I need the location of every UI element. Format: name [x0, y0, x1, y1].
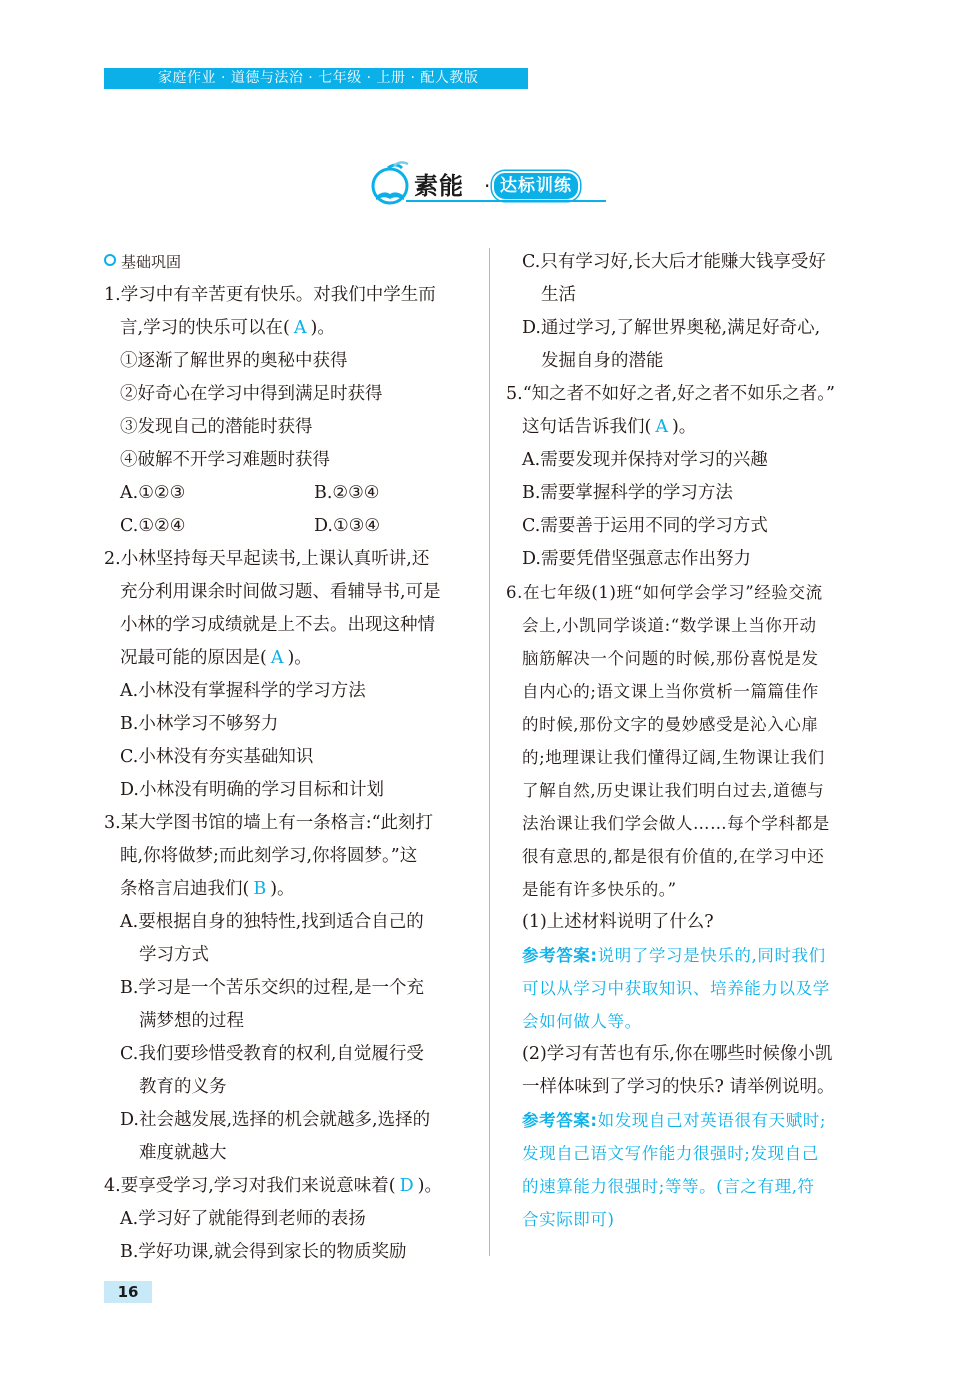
option: C.需要善于运用不同的学习方式	[522, 516, 768, 536]
question-6	[506, 576, 878, 1236]
reference-answer-1: 会如何做人等。	[522, 1012, 642, 1031]
reference-answer-2: 参考答案:如发现自己对英语很有天赋时;	[522, 1111, 827, 1130]
option: A.①②③	[120, 483, 186, 503]
option: A.要根据自身的独特性,找到适合自己的	[120, 912, 424, 932]
question-text: 盹,你将做梦;而此刻学习,你将圆梦。”这	[120, 846, 418, 866]
option-cont: 生活	[541, 285, 576, 305]
option: A.小林没有掌握科学的学习方法	[120, 681, 366, 701]
option: B.需要掌握科学的学习方法	[522, 483, 733, 503]
question-text: 5.“知之者不如好之者,好之者不如乐之者。”	[506, 384, 835, 404]
title-dot: ·	[484, 174, 491, 198]
option: D.小林没有明确的学习目标和计划	[120, 780, 384, 800]
material-text: 法治课让我们学会做人……每个学科都是	[522, 814, 830, 833]
question-text: 1.学习中有辛苦更有快乐。对我们中学生而	[104, 285, 436, 305]
answer-mark: A	[293, 318, 307, 338]
material-text: 了解自然,历史课让我们明白过去,道德与	[522, 781, 825, 800]
question-4	[104, 1170, 476, 1269]
item: ④破解不开学习难题时获得	[120, 450, 330, 470]
reference-answer-2: 合实际即可)	[522, 1210, 615, 1229]
section-label: 基础巩固	[104, 246, 476, 279]
column-divider	[489, 248, 490, 1256]
option-cont: 满梦想的过程	[139, 1011, 244, 1031]
question-text: 况最可能的原因是( A )。	[104, 642, 476, 675]
answer-mark: D	[399, 1176, 414, 1196]
circle-bullet-icon	[104, 254, 116, 266]
question-text: 4.要享受学习,学习对我们来说意味着( D )。	[104, 1170, 476, 1203]
section-title	[366, 160, 616, 210]
answer-mark: B	[253, 879, 267, 899]
option-row	[104, 510, 476, 543]
page-number: 16	[104, 1281, 152, 1303]
option-row	[104, 477, 476, 510]
option: D.社会越发展,选择的机会就越多,选择的	[120, 1110, 431, 1130]
reference-answer-2: 的速算能力很强时;等等。(言之有理,符	[522, 1177, 815, 1196]
material-text: 会上,小凯同学谈道:“数学课上当你开动	[522, 616, 817, 635]
item: ①逐渐了解世界的奥秘中获得	[120, 351, 348, 371]
option: A.学习好了就能得到老师的表扬	[120, 1209, 366, 1229]
question-text: 这句话告诉我们( A )。	[506, 411, 878, 444]
question-text: 小林的学习成绩就是上不去。出现这种情	[120, 615, 435, 635]
option-cont: 发掘自身的潜能	[541, 351, 664, 371]
question-3	[104, 807, 476, 1170]
reference-answer-1: 可以从学习中获取知识、培养能力以及学	[522, 979, 830, 998]
material-text: 脑筋解决一个问题的时候,那份喜悦是发	[522, 649, 819, 668]
option-cont: 教育的义务	[139, 1077, 227, 1097]
material-text: 是能有许多快乐的。”	[522, 880, 677, 899]
answer-mark: A	[655, 417, 668, 437]
question-text: 条格言启迪我们( B )。	[104, 873, 476, 906]
option-cont: 难度就越大	[139, 1143, 227, 1163]
title-main: 素能	[414, 172, 464, 200]
option: D.需要凭借坚强意志作出努力	[522, 549, 751, 569]
option: B.学习是一个苦乐交织的过程,是一个充	[120, 978, 424, 998]
sub-question-2: 一样体味到了学习的快乐? 请举例说明。	[522, 1077, 835, 1097]
book-icon	[366, 160, 416, 210]
title-sub: 达标训练	[492, 171, 580, 201]
option: C.只有学习好,长大后才能赚大钱享受好	[522, 252, 826, 272]
sub-question-1: (1)上述材料说明了什么?	[522, 912, 714, 932]
material-text: 6.在七年级(1)班“如何学会学习”经验交流	[506, 583, 823, 602]
option: A.需要发现并保持对学习的兴趣	[522, 450, 768, 470]
header-title: 家庭作业 · 道德与法治 · 七年级 · 上册 · 配人教版	[158, 70, 479, 86]
reference-answer-1: 参考答案:说明了学习是快乐的,同时我们	[522, 946, 826, 965]
question-text: 3.某大学图书馆的墙上有一条格言:“此刻打	[104, 813, 434, 833]
question-5	[506, 378, 878, 576]
material-text: 自内心的;语文课上当你赏析一篇篇佳作	[522, 682, 819, 701]
question-2	[104, 543, 476, 807]
option: D.通过学习,了解世界奥秘,满足好奇心,	[522, 318, 821, 338]
option: C.小林没有夯实基础知识	[120, 747, 314, 767]
item: ②好奇心在学习中得到满足时获得	[120, 384, 383, 404]
question-text: 充分利用课余时间做习题、看辅导书,可是	[120, 582, 441, 602]
answer-label: 参考答案:	[522, 946, 598, 965]
question-1	[104, 279, 476, 543]
sub-question-2: (2)学习有苦也有乐,你在哪些时候像小凯	[522, 1044, 833, 1064]
material-text: 的时候,那份文字的曼妙感受是沁入心扉	[522, 715, 819, 734]
option: B.学好功课,就会得到家长的物质奖励	[120, 1242, 407, 1262]
item: ③发现自己的潜能时获得	[120, 417, 313, 437]
question-text: 2.小林坚持每天早起读书,上课认真听讲,还	[104, 549, 430, 569]
reference-answer-2: 发现自己语文写作能力很强时;发现自己	[522, 1144, 819, 1163]
option: D.①③④	[314, 516, 381, 536]
title-underline	[406, 200, 606, 202]
option: C.我们要珍惜受教育的权利,自觉履行受	[120, 1044, 424, 1064]
material-text: 的;地理课让我们懂得辽阔,生物课让我们	[522, 748, 825, 767]
question-text: 言,学习的快乐可以在( A )。	[104, 312, 476, 345]
answer-label: 参考答案:	[522, 1111, 598, 1130]
option: B.小林学习不够努力	[120, 714, 279, 734]
option-cont: 学习方式	[139, 945, 209, 965]
option: B.②③④	[314, 483, 380, 503]
left-column	[104, 246, 476, 1269]
answer-mark: A	[270, 648, 284, 668]
right-column	[506, 246, 878, 1236]
option: C.①②④	[120, 516, 186, 536]
material-text: 很有意思的,都是很有价值的,在学习中还	[522, 847, 825, 866]
